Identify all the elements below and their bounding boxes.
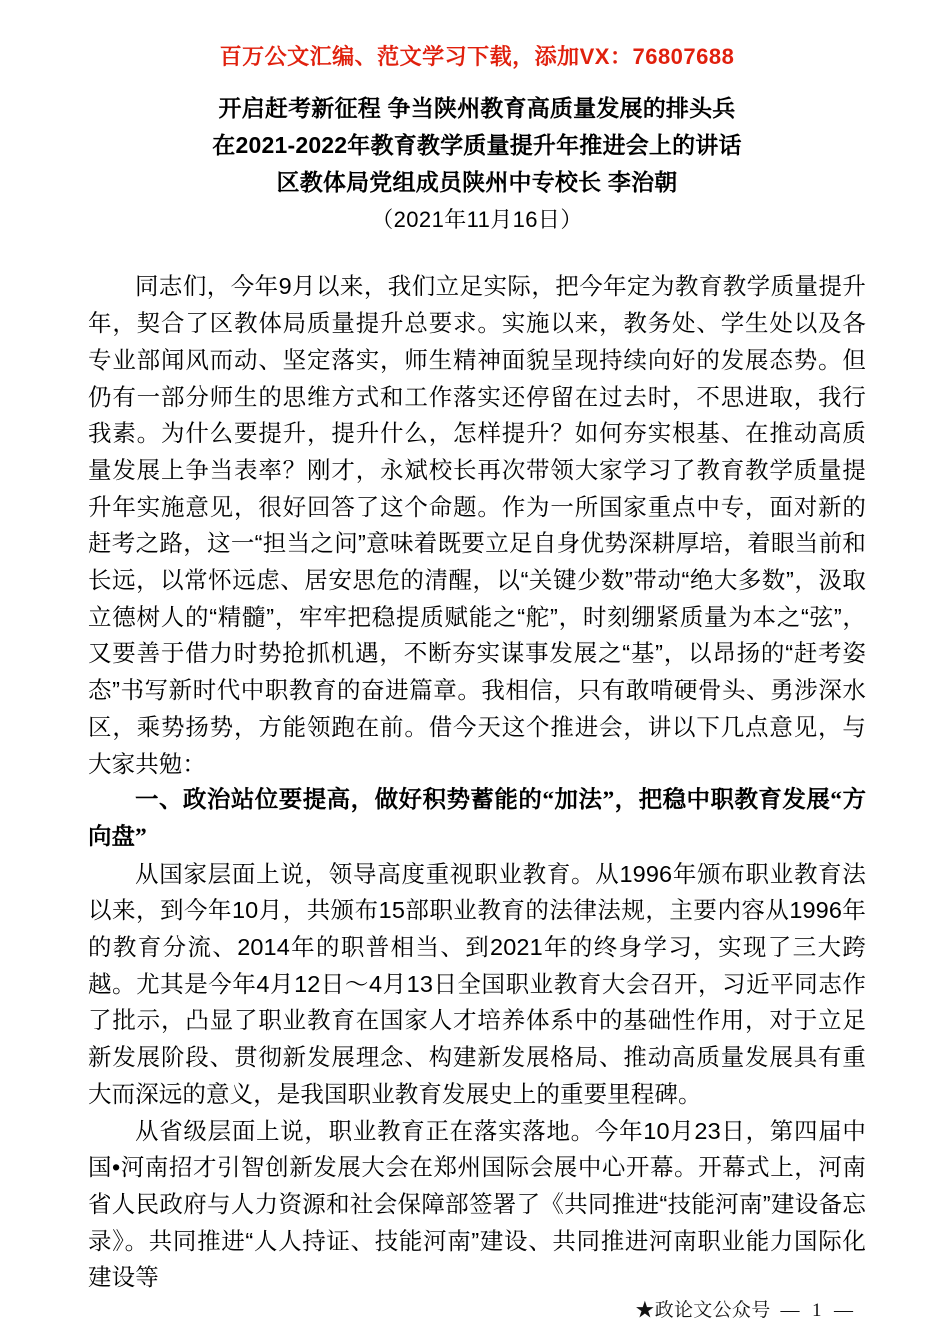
promo-banner: 百万公文汇编、范文学习下载，添加VX：76807688 bbox=[219, 44, 735, 69]
paragraph-2: 从国家层面上说，领导高度重视职业教育。从1996年颁布职业教育法以来，到今年10月，共颁布15部职业教育的法律法规，主要内容从1996年的教育分流、2014年的职普相当、到2021年的终身学习，实现了三大跨越。尤其是今年4月12日～4月13日全国职业教育大会召开，习近平同志作了批示，凸显了职业教育在国家人才培养体系中的基础性作用，对于立足新发展阶段、贯彻新发展理念、构建新发展格局、推动高质量发展具有重大而深远的意义，是我国职业教育发展史上的重要里程碑。 bbox=[88, 860, 866, 1107]
footer-page-number: — 1 — bbox=[780, 1300, 854, 1321]
document-date-line: （2021年11月16日） bbox=[371, 207, 583, 233]
page-footer bbox=[0, 1295, 950, 1322]
title-block bbox=[88, 90, 866, 238]
body-copy bbox=[88, 268, 866, 1296]
document-title-line-2: 在2021-2022年教育教学质量提升年推进会上的讲话 bbox=[212, 132, 742, 159]
section-heading-1: 一、政治站位要提高，做好积势蓄能的“加法”，把稳中职教育发展“方向盘” bbox=[88, 787, 866, 850]
document-title-line-1: 开启赶考新征程 争当陕州教育高质量发展的排头兵 bbox=[218, 95, 736, 122]
document-author-line: 区教体局党组成员陕州中专校长 李治朝 bbox=[276, 169, 678, 196]
footer-public-account-mark: ★政论文公众号 bbox=[635, 1300, 771, 1321]
paragraph-3: 从省级层面上说，职业教育正在落实落地。今年10月23日，第四届中国•河南招才引智创新发展大会在郑州国际会展中心开幕。开幕式上，河南省人民政府与人力资源和社会保障部签署了《共同推进“技能河南”建设备忘录》。共同推进“人人持证、技能河南”建设、共同推进河南职业能力国际化建设等 bbox=[88, 1117, 866, 1291]
paragraph-1: 同志们，今年9月以来，我们立足实际，把今年定为教育教学质量提升年，契合了区教体局质量提升总要求。实施以来，教务处、学生处以及各专业部闻风而动、坚定落实，师生精神面貌呈现持续向好的发展态势。但仍有一部分师生的思维方式和工作落实还停留在过去时，不思进取，我行我素。为什么要提升，提升什么，怎样提升？如何夯实根基、在推动高质量发展上争当表率？刚才，永斌校长再次带领大家学习了教育教学质量提升年实施意见，很好回答了这个命题。作为一所国家重点中专，面对新的赶考之路，这一“担当之问”意味着既要立足自身优势深耕厚培，着眼当前和长远，以常怀远虑、居安思危的清醒，以“关键少数”带动“绝大多数”，汲取立德树人的“精髓”，牢牢把稳提质赋能之“舵”，时刻绷紧质量为本之“弦”，又要善于借力时势抢抓机遇，不断夯实谋事发展之“基”，以昂扬的“赶考姿态”书写新时代中职教育的奋进篇章。我相信，只有敢啃硬骨头、勇涉深水区，乘势扬势，方能领跑在前。借今天这个推进会，讲以下几点意见，与大家共勉： bbox=[88, 273, 866, 777]
